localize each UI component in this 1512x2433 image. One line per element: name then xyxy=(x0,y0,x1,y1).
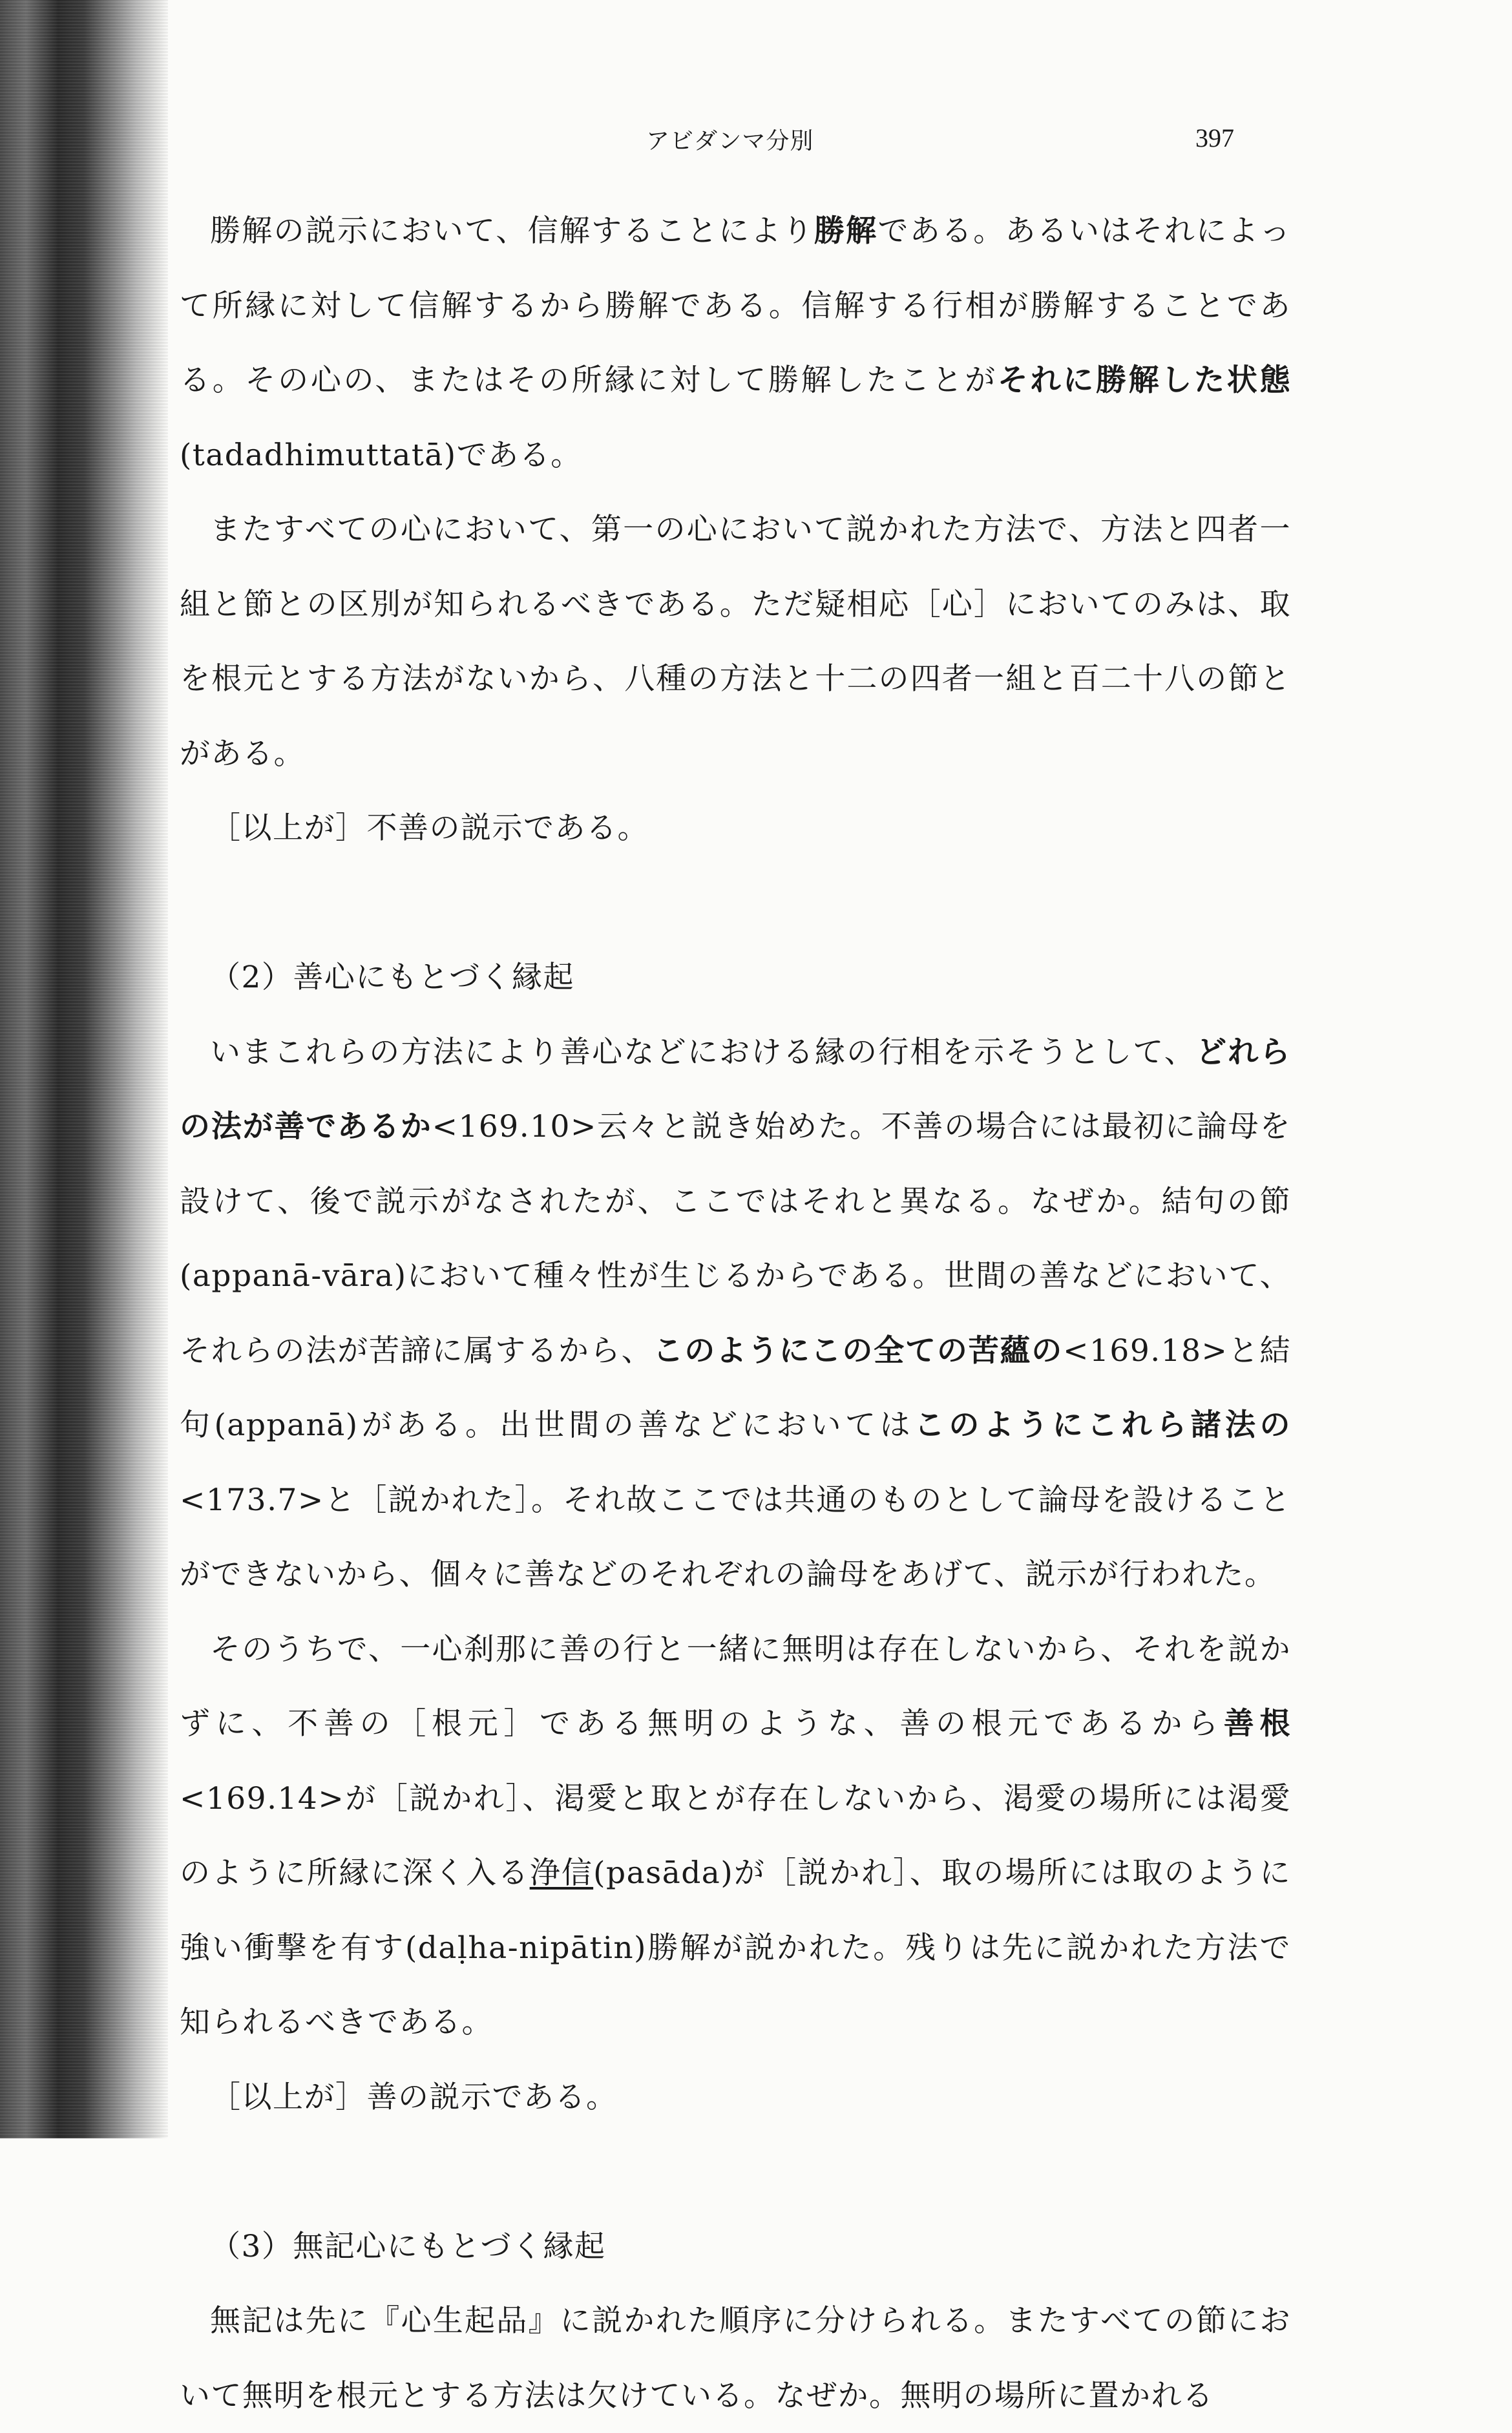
body-text xyxy=(180,194,1291,2433)
text-run: ［以上が］不善の説示である。 xyxy=(210,810,649,846)
text-run: (pasāda)が［説かれ］、取の場所には取のように強い衝撃を有す(daḷha-nipātin)勝解が説かれた。残りは先に説かれた方法で知られるべきである。 xyxy=(180,1855,1292,2040)
page-number: 397 xyxy=(1195,123,1234,153)
underlined-term: 浄信 xyxy=(529,1855,594,1891)
text-run: そのうちで、一心刹那に善の行と一緒に無明は存在しないから、それを説かずに、不善の［根元］である無明のような、善の根元であるから xyxy=(180,1631,1291,1742)
text-run: である。あるいはそれによって所縁に対して信解するから勝解である。信解する行相が勝解することである。その心の、またはその所縁に対して勝解したことが xyxy=(180,213,1292,398)
paragraph-kusala-intro xyxy=(180,1015,1291,1612)
text-run: いまこれらの方法により善心などにおける縁の行相を示そうとして、 xyxy=(210,1034,1196,1070)
bold-term: このようにこの全ての苦蘊の xyxy=(653,1332,1064,1369)
text-run: ［以上が］善の説示である。 xyxy=(210,2079,618,2115)
paragraph-kusala-roots xyxy=(180,1612,1291,2060)
running-title: アビダンマ分別 xyxy=(646,128,814,154)
paragraph-adhimokkha xyxy=(180,194,1291,492)
text-run: (tadadhimuttatā)である。 xyxy=(180,437,582,473)
paragraph-kusala-end xyxy=(180,2060,1291,2135)
bold-term: 善根 xyxy=(1223,1706,1292,1742)
bold-term: このようにこれら諸法の xyxy=(914,1407,1291,1443)
section-spacer xyxy=(180,866,1291,941)
paragraph-methods xyxy=(180,492,1291,791)
bold-term: どれらの法が善であるか xyxy=(180,1034,1291,1144)
text-run: 無記は先に『心生起品』に説かれた順序に分けられる。またすべての節において無明を根元とする方法は欠けている。なぜか。無明の場所に置かれる xyxy=(180,2303,1291,2414)
paragraph-abyakata xyxy=(180,2284,1291,2433)
section-heading-kusala: （2）善心にもとづく縁起 xyxy=(210,960,574,995)
text-run: <173.7>と［説かれた］。それ故ここでは共通のものとして論母を設けることができないから、個々に善などのそれぞれの論母をあげて、説示が行われた。 xyxy=(180,1482,1291,1592)
text-run: またすべての心において、第一の心において説かれた方法で、方法と四者一組と節との区別が知られるべきである。ただ疑相応［心］においてのみは、取を根元とする方法がないから、八種の方法と十二の四者一組と百二十八の節とがある。 xyxy=(180,512,1291,772)
text-run: <169.14>が［説かれ］、渇愛と取とが存在しないから、渇愛の場所には渇愛のように所縁に深く入る xyxy=(180,1780,1291,1891)
text-run: <169.10>云々と説き始めた。不善の場合には最初に論母を設けて、後で説示がなされたが、ここではそれと異なる。なぜか。結句の節(appanā-vāra)において種々性が生じるからである。世間の善などにおいて、それらの法が苦諦に属するから、 xyxy=(180,1109,1291,1369)
bold-term: それに勝解した状態 xyxy=(997,363,1291,398)
text-run: 勝解の説示において、信解することにより xyxy=(210,213,814,249)
paragraph-akusala-end xyxy=(180,791,1291,866)
scan-gutter-shadow xyxy=(0,0,168,2138)
bold-term: 勝解 xyxy=(814,213,878,249)
section-spacer xyxy=(180,2134,1291,2209)
section-heading-abyakata: （3）無記心にもとづく縁起 xyxy=(210,2228,606,2264)
text-run: <169.18>と結句(appanā)がある。出世間の善などにおいては xyxy=(180,1332,1292,1443)
